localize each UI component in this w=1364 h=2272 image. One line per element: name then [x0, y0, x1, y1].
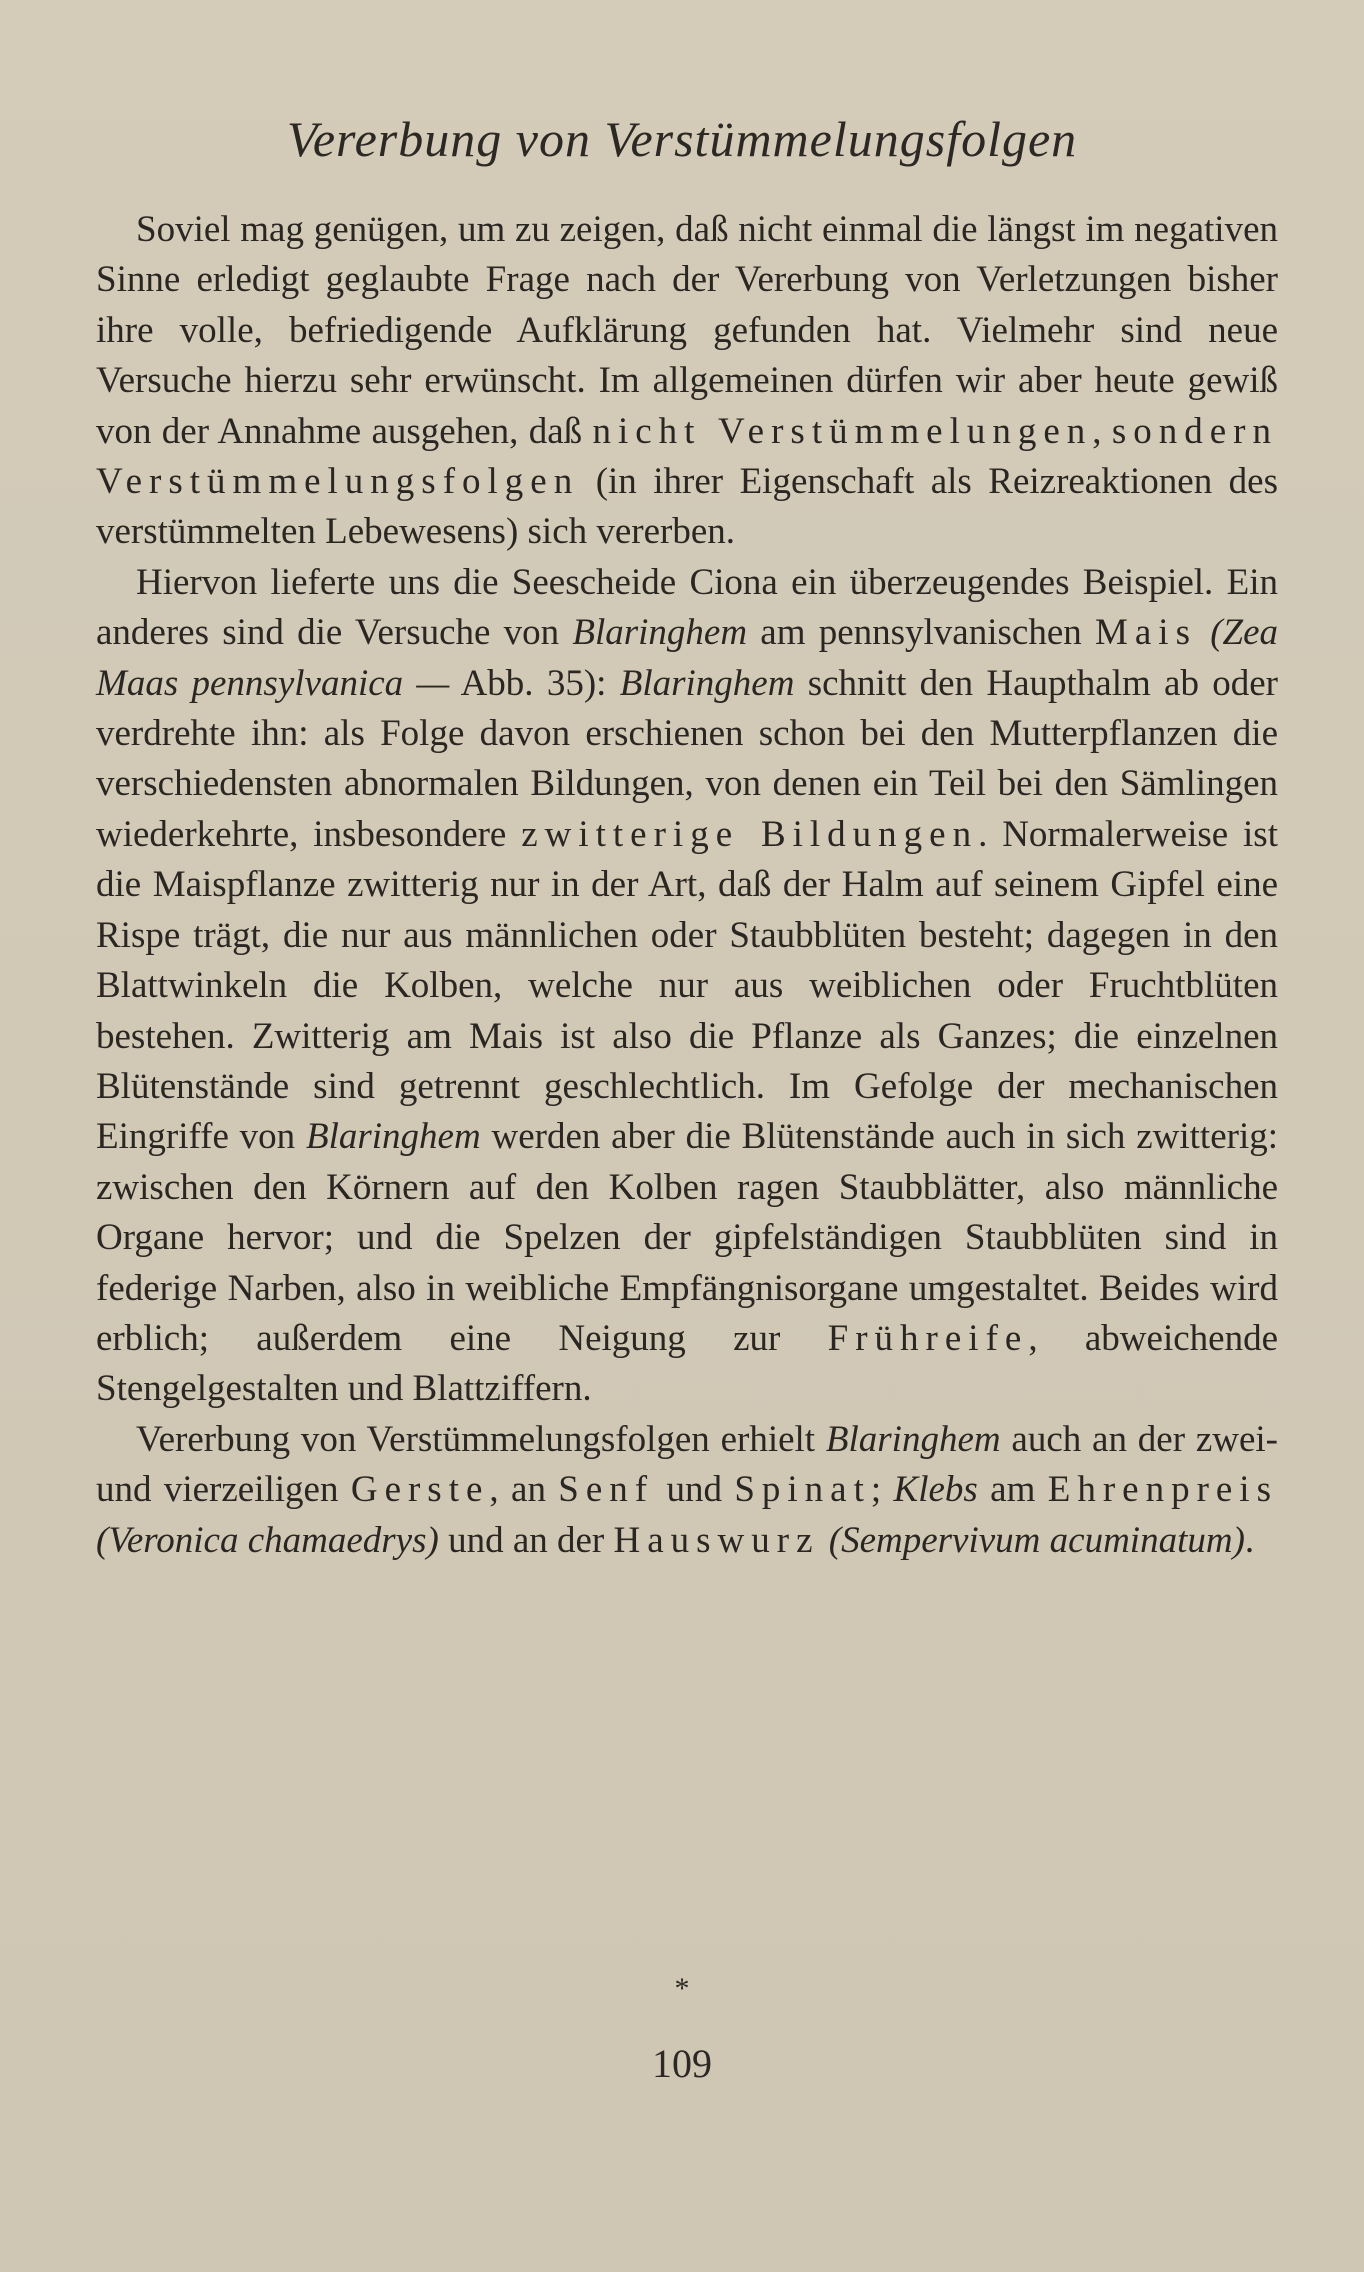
- author-name: Blaringhem: [619, 662, 795, 704]
- paragraph-1: [96, 205, 1278, 558]
- author-name: Blaringhem: [825, 1418, 1001, 1460]
- spaced-emphasis: Ehrenpreis: [1047, 1469, 1278, 1511]
- text-span: Vererbung von Verstümmelungsfolgen erhielt: [136, 1418, 826, 1460]
- text-span: .: [1244, 1519, 1255, 1561]
- text-span: am: [977, 1469, 1048, 1511]
- text-span: Hiervon lieferte uns die Seescheide Ciona ein überzeugendes Beispiel. Ein anderes sind die Versuche von: [96, 561, 1278, 654]
- text-span: werden aber die Blütenstände auch in sich zwitterig: zwischen den Körnern auf den Kolben ragen Staubblätter, also männliche Organe hervor; und die Spelzen der gipfelständigen Staubblüten sind in federige Narben, also in weibliche Empfängnisorgane umgestaltet. Beides wird erblich; außerdem eine Neigung zur: [96, 1116, 1278, 1359]
- spaced-emphasis: Hauswurz: [613, 1519, 820, 1561]
- spaced-emphasis: zwitterige Bildungen: [521, 813, 979, 855]
- text-span: ;: [870, 1469, 894, 1511]
- spaced-emphasis: Spinat: [734, 1469, 871, 1511]
- text-span: . Normalerweise ist die Maispflanze zwitterig nur in der Art, daß der Halm auf seinem Gipfel eine Rispe trägt, die nur aus männlichen oder Staubblüten besteht; dagegen in den Blattwinkeln die Kolben, welche nur aus weiblichen oder Fruchtblüten bestehen. Zwitterig am Mais ist also die Pflanze als Ganzes; die einzelnen Blütenstände sind getrennt geschlechtlich. Im Gefolge der mechanischen Eingriffe von: [96, 813, 1278, 1158]
- text-span: , abweichende Stengelgestalten und Blattziffern.: [96, 1317, 1278, 1410]
- author-name: Klebs: [893, 1469, 978, 1511]
- spaced-emphasis: sondern Verstümmelungsfolgen: [96, 410, 1279, 503]
- species-name: (Zea Maas pennsylvanica —: [96, 612, 1279, 704]
- text-span: Soviel mag genügen, um zu zeigen, daß nicht einmal die längst im negativen Sinne erledigt geglaubte Frage nach der Vererbung von Verletzungen bisher ihre volle, befriedigende Aufklärung gefunden hat. Vielmehr sind neue Versuche hierzu sehr erwünscht. Im allgemeinen dürfen wir aber heute gewiß von der Annahme ausgehen, daß: [96, 209, 1278, 452]
- asterism-divider: *: [674, 1972, 690, 2005]
- spaced-emphasis: Frühreife: [827, 1317, 1029, 1359]
- author-name: Blaringhem: [305, 1116, 481, 1158]
- text-span: schnitt den Haupthalm ab oder verdrehte ihn: als Folge davon erschienen schon bei den Mutterpflanzen die verschiedensten abnormalen Bildungen, von denen ein Teil bei den Sämlingen wiederkehrte, insbesondere: [96, 662, 1279, 855]
- text-span: (in ihrer Eigenschaft als Reizreaktionen des verstümmelten Lebewesens) sich vererben.: [96, 461, 1278, 553]
- text-span: [820, 1520, 829, 1561]
- spaced-emphasis: nicht Verstümmelungen: [592, 410, 1093, 452]
- text-span: auch an der zwei- und vierzeiligen: [96, 1418, 1278, 1511]
- page-number: 109: [652, 2041, 712, 2086]
- text-span: , an: [489, 1469, 559, 1511]
- text-span: [1197, 612, 1210, 653]
- paragraph-3: [96, 1415, 1278, 1566]
- text-span: ,: [1092, 410, 1112, 452]
- body-text: [96, 205, 1278, 1566]
- text-span: am pennsylvanischen: [747, 612, 1095, 654]
- text-span: und: [654, 1469, 735, 1511]
- running-head: Vererbung von Verstümmelungsfolgen: [286, 111, 1078, 167]
- paragraph-2: [96, 558, 1278, 1415]
- text-span: Abb. 35):: [449, 662, 620, 704]
- spaced-emphasis: Mais: [1094, 612, 1197, 654]
- spaced-emphasis: Senf: [558, 1469, 655, 1511]
- species-name: (Sempervivum acuminatum): [828, 1519, 1245, 1561]
- text-span: und an der: [438, 1519, 614, 1561]
- species-name: (Veronica chamaedrys): [96, 1519, 439, 1561]
- author-name: Blaringhem: [572, 612, 748, 654]
- spaced-emphasis: Gerste: [350, 1469, 490, 1511]
